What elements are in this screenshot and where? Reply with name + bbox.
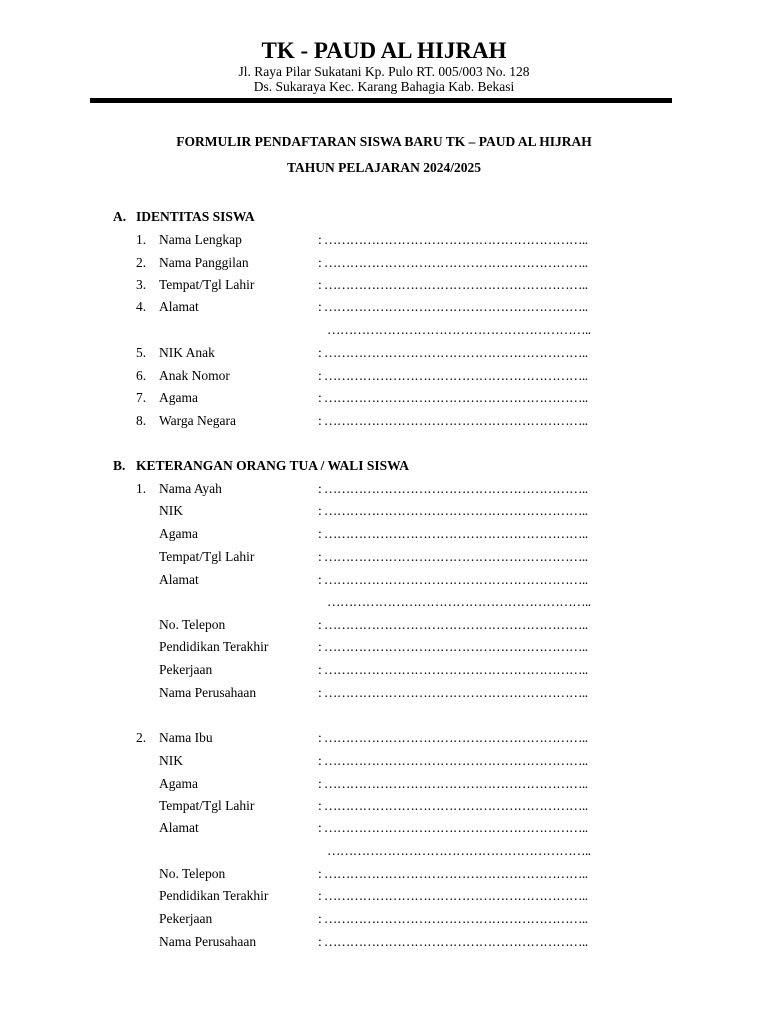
field-label: Pendidikan Terakhir xyxy=(159,639,269,654)
item-number: 6. xyxy=(136,368,147,383)
fill-in-line[interactable]: : …………………………………………………….. xyxy=(318,934,588,949)
fill-in-line-continuation[interactable]: …………………………………………………….. xyxy=(327,322,591,337)
item-number: 4. xyxy=(136,299,147,314)
field-label: Agama xyxy=(159,390,198,405)
fill-in-line[interactable]: : …………………………………………………….. xyxy=(318,639,588,654)
student-field-row xyxy=(0,344,768,362)
field-label: Alamat xyxy=(159,572,199,587)
father-field-row xyxy=(0,480,768,498)
fill-in-line[interactable]: : …………………………………………………….. xyxy=(318,232,588,247)
fill-in-line-continuation[interactable]: …………………………………………………….. xyxy=(327,843,591,858)
mother-field-row xyxy=(0,797,768,815)
mother-field-row xyxy=(0,752,768,770)
fill-in-line[interactable]: : …………………………………………………….. xyxy=(318,866,588,881)
item-number: 1. xyxy=(136,481,147,496)
fill-in-line[interactable]: : …………………………………………………….. xyxy=(318,820,588,835)
student-field-row xyxy=(0,389,768,407)
fill-in-line[interactable]: : …………………………………………………….. xyxy=(318,662,588,677)
school-name: TK - PAUD AL HIJRAH xyxy=(261,38,507,63)
fill-in-line[interactable]: : …………………………………………………….. xyxy=(318,526,588,541)
father-field-row xyxy=(0,661,768,679)
field-label: Nama Ayah xyxy=(159,481,222,496)
section-a-letter: A. xyxy=(113,209,127,224)
address-continuation-row xyxy=(0,321,768,339)
address-line-1: Jl. Raya Pilar Sukatani Kp. Pulo RT. 005/003 No. 128 xyxy=(238,64,530,79)
section-a-title: IDENTITAS SISWA xyxy=(136,209,255,224)
fill-in-line[interactable]: : …………………………………………………….. xyxy=(318,503,588,518)
fill-in-line[interactable]: : …………………………………………………….. xyxy=(318,299,588,314)
field-label: NIK xyxy=(159,753,183,768)
fill-in-line[interactable]: : …………………………………………………….. xyxy=(318,277,588,292)
fill-in-line[interactable]: : …………………………………………………….. xyxy=(318,888,588,903)
fill-in-line[interactable]: : …………………………………………………….. xyxy=(318,481,588,496)
field-label: Alamat xyxy=(159,299,199,314)
fill-in-line[interactable]: : …………………………………………………….. xyxy=(318,617,588,632)
student-field-row xyxy=(0,298,768,316)
fill-in-line[interactable]: : …………………………………………………….. xyxy=(318,753,588,768)
fill-in-line-continuation[interactable]: …………………………………………………….. xyxy=(327,594,591,609)
student-field-row xyxy=(0,276,768,294)
field-label: Nama Ibu xyxy=(159,730,213,745)
fill-in-line[interactable]: : …………………………………………………….. xyxy=(318,549,588,564)
fill-in-line[interactable]: : …………………………………………………….. xyxy=(318,730,588,745)
student-field-row xyxy=(0,231,768,249)
item-number: 2. xyxy=(136,730,147,745)
academic-year: TAHUN PELAJARAN 2024/2025 xyxy=(286,160,481,175)
address-continuation-row xyxy=(0,842,768,860)
fill-in-line[interactable]: : …………………………………………………….. xyxy=(318,911,588,926)
field-label: Pendidikan Terakhir xyxy=(159,888,269,903)
address-continuation-row xyxy=(0,593,768,611)
item-number: 3. xyxy=(136,277,147,292)
field-label: Agama xyxy=(159,526,198,541)
item-number: 8. xyxy=(136,413,147,428)
field-label: Tempat/Tgl Lahir xyxy=(159,277,255,292)
section-b-letter: B. xyxy=(113,458,126,473)
fill-in-line[interactable]: : …………………………………………………….. xyxy=(318,776,588,791)
field-label: Nama Perusahaan xyxy=(159,934,257,949)
fill-in-line[interactable]: : …………………………………………………….. xyxy=(318,798,588,813)
father-field-row xyxy=(0,502,768,520)
mother-field-row xyxy=(0,865,768,883)
section-b-heading xyxy=(113,457,409,475)
father-field-row xyxy=(0,525,768,543)
fill-in-line[interactable]: : …………………………………………………….. xyxy=(318,413,588,428)
item-number: 2. xyxy=(136,255,147,270)
field-label: No. Telepon xyxy=(159,866,226,881)
field-label: Warga Negara xyxy=(159,413,236,428)
student-field-row xyxy=(0,254,768,272)
item-number: 1. xyxy=(136,232,147,247)
header-divider xyxy=(90,98,672,103)
field-label: NIK Anak xyxy=(159,345,215,360)
fill-in-line[interactable]: : …………………………………………………….. xyxy=(318,685,588,700)
field-label: Anak Nomor xyxy=(159,368,230,383)
fill-in-line[interactable]: : …………………………………………………….. xyxy=(318,368,588,383)
mother-field-row xyxy=(0,775,768,793)
fill-in-line[interactable]: : …………………………………………………….. xyxy=(318,572,588,587)
form-title: FORMULIR PENDAFTARAN SISWA BARU TK – PAUD AL HIJRAH xyxy=(176,134,592,149)
section-a-heading xyxy=(113,208,255,226)
mother-field-row xyxy=(0,910,768,928)
father-field-row xyxy=(0,638,768,656)
field-label: Pekerjaan xyxy=(159,911,213,926)
father-field-row xyxy=(0,684,768,702)
field-label: Alamat xyxy=(159,820,199,835)
father-field-row xyxy=(0,548,768,566)
student-field-row xyxy=(0,412,768,430)
field-label: Tempat/Tgl Lahir xyxy=(159,798,255,813)
mother-field-row xyxy=(0,729,768,747)
field-label: Nama Lengkap xyxy=(159,232,242,247)
field-label: NIK xyxy=(159,503,183,518)
item-number: 5. xyxy=(136,345,147,360)
mother-field-row xyxy=(0,819,768,837)
fill-in-line[interactable]: : …………………………………………………….. xyxy=(318,345,588,360)
mother-field-row xyxy=(0,887,768,905)
field-label: Nama Perusahaan xyxy=(159,685,257,700)
field-label: Tempat/Tgl Lahir xyxy=(159,549,255,564)
field-label: Agama xyxy=(159,776,198,791)
fill-in-line[interactable]: : …………………………………………………….. xyxy=(318,390,588,405)
mother-field-row xyxy=(0,933,768,951)
father-field-row xyxy=(0,571,768,589)
fill-in-line[interactable]: : …………………………………………………….. xyxy=(318,255,588,270)
father-field-row xyxy=(0,616,768,634)
item-number: 7. xyxy=(136,390,147,405)
student-field-row xyxy=(0,367,768,385)
field-label: Nama Panggilan xyxy=(159,255,249,270)
address-line-2: Ds. Sukaraya Kec. Karang Bahagia Kab. Bekasi xyxy=(253,79,515,94)
field-label: No. Telepon xyxy=(159,617,226,632)
field-label: Pekerjaan xyxy=(159,662,213,677)
section-b-title: KETERANGAN ORANG TUA / WALI SISWA xyxy=(136,458,409,473)
